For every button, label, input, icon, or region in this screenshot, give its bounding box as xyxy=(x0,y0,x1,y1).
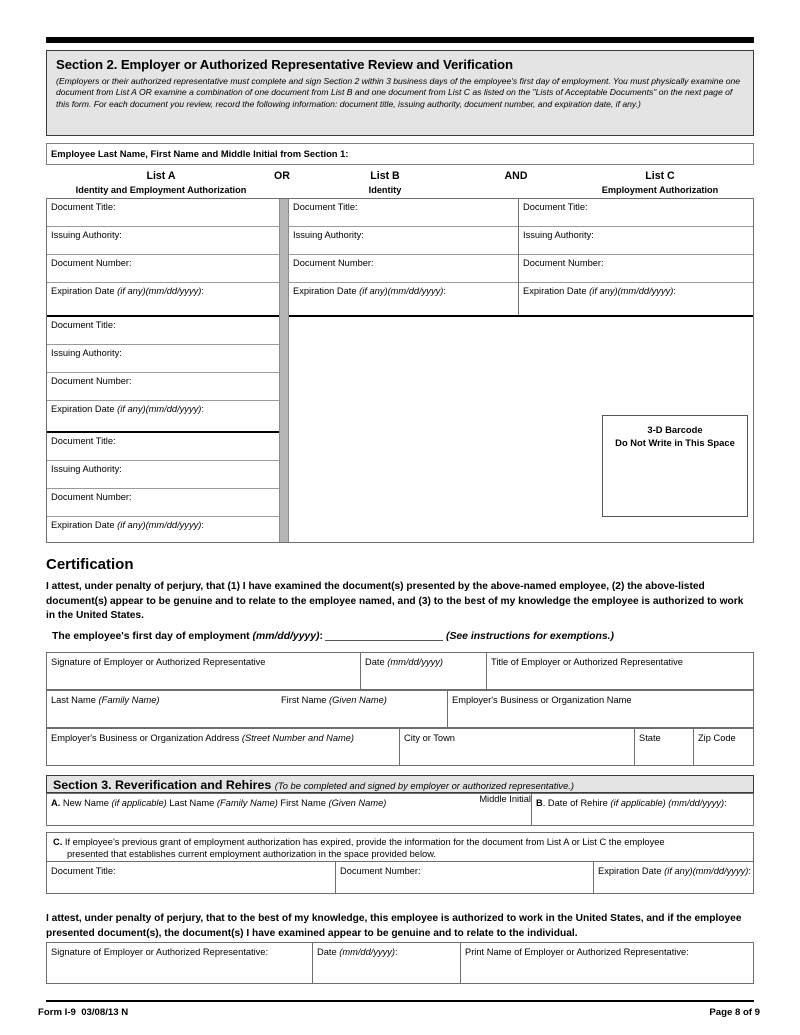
employer-name-row xyxy=(46,690,754,728)
list-c-doc-title[interactable] xyxy=(519,199,753,227)
section2-header xyxy=(46,50,754,136)
page-number: Page 8 of 9 xyxy=(709,1007,760,1018)
field-label: B. Date of Rehire (if applicable) (mm/dd/yyyy): xyxy=(536,798,727,808)
field-label: Document Number: xyxy=(340,866,421,876)
list-a-doc3-expiration[interactable] xyxy=(47,517,279,542)
signature-field[interactable] xyxy=(47,653,360,689)
section2-title: Section 2. Employer or Authorized Representative Review and Verification xyxy=(56,57,513,72)
section3-row-ab xyxy=(46,793,754,826)
section3-doc-title-field[interactable] xyxy=(47,861,335,893)
list-a-doc1-title[interactable] xyxy=(47,199,279,227)
list-a-doc2-number[interactable] xyxy=(47,373,279,401)
field-label: Employer's Business or Organization Name xyxy=(452,695,632,705)
list-c-subtitle: Employment Authorization xyxy=(601,185,719,195)
section3-date-field[interactable] xyxy=(313,943,460,983)
middle-initial-label: Middle Initial xyxy=(479,794,531,804)
first-day-label: The employee's first day of employment xyxy=(52,631,253,642)
form-identifier: Form I-9 03/08/13 N xyxy=(38,1007,129,1018)
field-label: Signature of Employer or Authorized Representative xyxy=(51,657,266,667)
list-a-doc1-number[interactable] xyxy=(47,255,279,283)
field-label: Date (mm/dd/yyyy): xyxy=(317,947,398,957)
list-a-doc2-issuing-authority[interactable] xyxy=(47,345,279,373)
field-label: Print Name of Employer or Authorized Representative: xyxy=(465,947,689,957)
field-label: Document Title: xyxy=(51,436,116,446)
zip-field[interactable] xyxy=(694,729,753,765)
list-b-doc-issuing-authority[interactable] xyxy=(289,227,518,255)
list-a-doc3-title[interactable] xyxy=(47,433,279,461)
first-day-of-employment-line xyxy=(52,631,752,642)
list-a-doc2-expiration[interactable] xyxy=(47,401,279,431)
first-day-colon: : xyxy=(319,631,323,642)
date-field[interactable] xyxy=(361,653,486,689)
employer-address-row xyxy=(46,728,754,766)
field-label: Document Number: xyxy=(51,492,132,502)
field-label: Issuing Authority: xyxy=(51,464,122,474)
conjunction-or: OR xyxy=(274,170,290,182)
list-a-doc3-issuing-authority[interactable] xyxy=(47,461,279,489)
section2-instructions: (Employers or their authorized representative must complete and sign Section 2 within 3 business days of the employee's first day of employment. You must physically examine one document from List A OR examine a combination of one document from List B and one document from List C as listed on the "Lists of Acceptable Documents" on the next page of this form. For each document you review, record the following information: document title, issuing authority, document number, and expiration date, if any.) xyxy=(56,76,741,109)
list-a-doc1-expiration[interactable] xyxy=(47,283,279,315)
field-label: Document Title: xyxy=(51,202,116,212)
field-label: Employer's Business or Organization Address (Street Number and Name) xyxy=(51,733,355,743)
section3-signature-field[interactable] xyxy=(47,943,312,983)
field-label: Expiration Date (if any)(mm/dd/yyyy): xyxy=(51,286,204,296)
section3-subtitle: (To be completed and signed by employer or authorized representative.) xyxy=(274,780,575,791)
field-label: Document Number: xyxy=(51,258,132,268)
section3-header xyxy=(46,775,754,793)
list-b-doc-number[interactable] xyxy=(289,255,518,283)
title-of-employer-field[interactable] xyxy=(487,653,753,689)
list-c-heading: List C xyxy=(645,170,675,182)
field-label: City or Town xyxy=(404,733,455,743)
list-c-doc-number[interactable] xyxy=(519,255,753,283)
field-label: Document Number: xyxy=(51,376,132,386)
first-day-input[interactable] xyxy=(325,640,443,641)
conjunction-and: AND xyxy=(504,170,528,182)
field-label: Zip Code xyxy=(698,733,736,743)
list-a-heading: List A xyxy=(146,170,176,182)
business-address-field[interactable] xyxy=(47,729,399,765)
employer-signature-row xyxy=(46,652,754,690)
footer-rule xyxy=(46,1000,754,1002)
certification-title: Certification xyxy=(46,556,134,573)
employer-last-first-name-field[interactable] xyxy=(47,691,447,727)
field-label: A. New Name (if applicable) Last Name (Family Name) First Name (Given Name) Middle Initial xyxy=(51,794,531,808)
field-label: Document Number: xyxy=(293,258,374,268)
list-a-subtitle: Identity and Employment Authorization xyxy=(75,185,247,195)
list-a-b-divider xyxy=(279,199,289,542)
list-b-subtitle: Identity xyxy=(368,185,402,195)
field-label: State xyxy=(639,733,661,743)
certification-attestation: I attest, under penalty of perjury, that (1) I have examined the document(s) presented by the above-named employee, (2) the above-listed document(s) appear to be genuine and to relate to the employee named, and (3) to the best of my knowledge the employee is authorized to work in the United States. xyxy=(46,581,744,622)
section3-date-of-rehire-field[interactable] xyxy=(532,794,753,825)
field-label: Issuing Authority: xyxy=(51,230,122,240)
first-day-format: (mm/dd/yyyy) xyxy=(252,631,320,642)
field-label: Title of Employer or Authorized Representative xyxy=(491,657,683,667)
field-label: Expiration Date (if any)(mm/dd/yyyy): xyxy=(51,404,204,414)
section3-doc-expiration-field[interactable] xyxy=(594,861,753,893)
top-rule xyxy=(46,37,754,43)
field-label: Signature of Employer or Authorized Representative: xyxy=(51,947,269,957)
city-field[interactable] xyxy=(400,729,634,765)
list-a-doc2-title[interactable] xyxy=(47,317,279,345)
barcode-line2: Do Not Write in This Space xyxy=(615,436,735,448)
exemption-note: (See instructions for exemptions.) xyxy=(445,631,614,642)
employee-name-label: Employee Last Name, First Name and Middle Initial from Section 1: xyxy=(51,148,349,159)
field-label: Expiration Date (if any)(mm/dd/yyyy): xyxy=(598,866,751,876)
field-label: Expiration Date (if any)(mm/dd/yyyy): xyxy=(293,286,446,296)
list-b-heading: List B xyxy=(370,170,400,182)
barcode-line1: 3-D Barcode xyxy=(647,424,703,435)
field-label: Date (mm/dd/yyyy) xyxy=(365,657,444,667)
field-label: Expiration Date (if any)(mm/dd/yyyy): xyxy=(51,520,204,530)
section3-signature-row xyxy=(46,942,754,984)
list-c-doc-expiration[interactable] xyxy=(519,283,753,315)
list-c-doc-issuing-authority[interactable] xyxy=(519,227,753,255)
section3-print-name-field[interactable] xyxy=(461,943,753,983)
section3-new-name-field[interactable] xyxy=(47,794,531,825)
list-b-doc-expiration[interactable] xyxy=(289,283,518,315)
field-label: Issuing Authority: xyxy=(51,348,122,358)
field-label: Expiration Date (if any)(mm/dd/yyyy): xyxy=(523,286,676,296)
field-label: Document Title: xyxy=(51,320,116,330)
barcode-placeholder xyxy=(602,415,748,517)
state-field[interactable] xyxy=(635,729,693,765)
section3-title: Section 3. Reverification and Rehires xyxy=(53,778,275,792)
field-label: Document Title: xyxy=(293,202,358,212)
employee-name-field[interactable] xyxy=(46,143,754,165)
field-label: Issuing Authority: xyxy=(293,230,364,240)
field-label: Document Number: xyxy=(523,258,604,268)
business-name-field[interactable] xyxy=(448,691,753,727)
section3-row-c xyxy=(46,832,754,894)
field-label: Document Title: xyxy=(523,202,588,212)
field-label: Last Name (Family Name) First Name (Given Name) xyxy=(51,695,387,705)
list-a-doc1-issuing-authority[interactable] xyxy=(47,227,279,255)
section3-doc-number-field[interactable] xyxy=(336,861,593,893)
section3-row-c-instructions: C. If employee's previous grant of employment authorization has expired, provide the information for the document from List A or List C the employee presented that establishes current employment authorization in the space provided below. xyxy=(53,837,665,859)
list-a-doc3-number[interactable] xyxy=(47,489,279,517)
list-b-doc-title[interactable] xyxy=(289,199,518,227)
section3-attestation: I attest, under penalty of perjury, that to the best of my knowledge, this employee is authorized to work in the United States, and if the employee presented document(s), the document(s) I have examined appear to be genuine and to relate to the individual. xyxy=(46,913,742,939)
field-label: Issuing Authority: xyxy=(523,230,594,240)
field-label: Document Title: xyxy=(51,866,116,876)
